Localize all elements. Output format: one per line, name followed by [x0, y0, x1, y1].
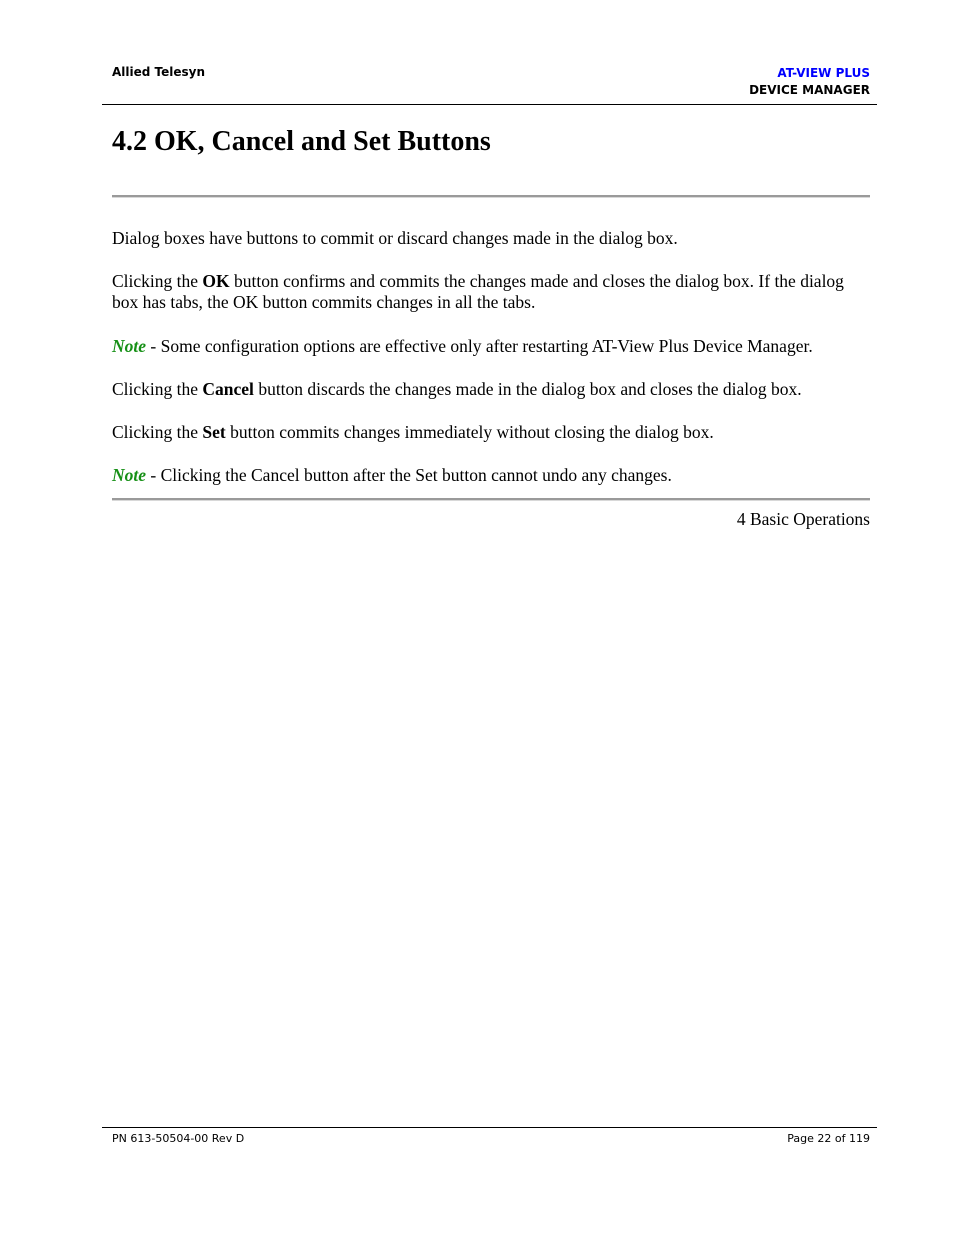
- note-cancel-text: - Clicking the Cancel button after the Set button cannot undo any changes.: [146, 465, 672, 485]
- ok-text-before: Clicking the: [112, 271, 203, 291]
- page-title: 4.2 OK, Cancel and Set Buttons: [112, 126, 491, 157]
- footer-divider: [102, 1127, 877, 1128]
- title-divider: [112, 195, 870, 198]
- set-text-before: Clicking the: [112, 422, 203, 442]
- intro-paragraph: Dialog boxes have buttons to commit or discard changes made in the dialog box.: [112, 228, 678, 248]
- header-subtitle: DEVICE MANAGER: [749, 83, 870, 97]
- cancel-keyword: Cancel: [202, 379, 254, 399]
- note-label: Note: [112, 465, 147, 485]
- section-footer-link: 4 Basic Operations: [736, 509, 870, 529]
- cancel-text-before: Clicking the: [112, 379, 203, 399]
- note-restart-paragraph: [112, 336, 872, 357]
- note-restart-text: - Some configuration options are effective only after restarting AT-View Plus Device Manager.: [146, 336, 813, 356]
- header-product-block: [749, 65, 870, 99]
- set-text-after: button commits changes immediately without closing the dialog box.: [225, 422, 714, 442]
- header-company: Allied Telesyn: [112, 65, 206, 79]
- header-product: AT-VIEW PLUS: [777, 66, 870, 80]
- cancel-text-after: button discards the changes made in the dialog box and closes the dialog box.: [253, 379, 802, 399]
- ok-text-after: button confirms and commits the changes made and closes the dialog box. If the dialog box has tabs, the OK button commits changes in all the tabs.: [112, 271, 844, 312]
- set-keyword: Set: [202, 422, 226, 442]
- section-divider: [112, 498, 870, 501]
- header-divider: [102, 104, 877, 105]
- ok-keyword: OK: [202, 271, 230, 291]
- ok-paragraph: [112, 271, 872, 313]
- footer-page-number: Page 22 of 119: [787, 1132, 870, 1145]
- note-cancel-paragraph: [112, 465, 872, 486]
- footer-part-number: PN 613-50504-00 Rev D: [112, 1132, 245, 1145]
- cancel-paragraph: [112, 379, 872, 400]
- set-paragraph: [112, 422, 872, 443]
- note-label: Note: [112, 336, 147, 356]
